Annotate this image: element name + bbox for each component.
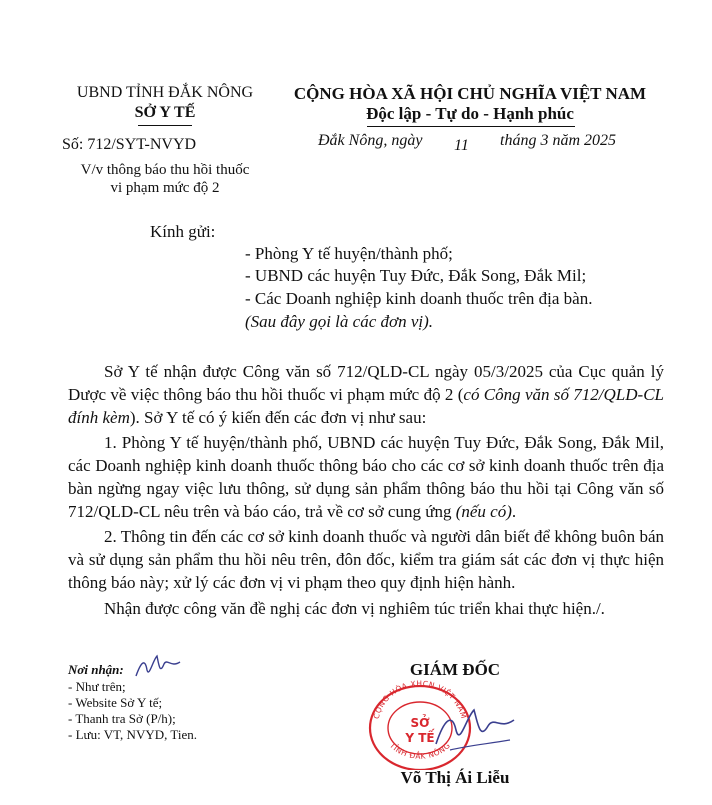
signer-title: GIÁM ĐỐC <box>409 660 501 679</box>
paragraph-intro: Sở Y tế nhận được Công văn số 712/QLD-CL ngày 05/3/2025 của Cục quản lý Dược về việc thông báo thu hồi thuốc vi phạm mức độ 2 (có Công văn số 712/QLD-CL đính kèm). Sở Y tế có ý kiến đến các đơn vị như sau: <box>68 362 664 427</box>
paragraph-item-1: 1. Phòng Y tế huyện/thành phố, UBND các huyện Tuy Đức, Đắk Song, Đắk Mil, các Doanh nghiệp kinh doanh thuốc thông báo cho các cơ sở kinh doanh thuốc trên địa bàn ngừng ngay việc lưu thông, sử dụng sản phẩm thông báo thu hồi tại Công văn số 712/QLD-CL nêu trên và báo cáo, trả về cơ sở cung ứng (nếu có). <box>68 433 664 521</box>
department-underline <box>138 125 192 126</box>
subject-line-1: V/v thông báo thu hồi thuốc <box>80 162 250 178</box>
date-day: 11 <box>454 137 469 154</box>
recipient-item: - UBND các huyện Tuy Đức, Đắk Song, Đắk Mil; <box>245 266 587 285</box>
motto-underline <box>367 126 575 127</box>
recipients-label: Kính gửi: <box>150 222 216 241</box>
footer-recipient-item: - Lưu: VT, NVYD, Tien. <box>68 727 197 742</box>
seal-ring-bottom: TỈNH ĐẮK NÔNG <box>387 740 453 761</box>
issuing-authority: UBND TỈNH ĐẮK NÔNG <box>76 84 254 101</box>
issuing-department: SỞ Y TẾ <box>134 104 196 121</box>
paragraph-closing: Nhận được công văn đề nghị các đơn vị nghiêm túc triển khai thực hiện./. <box>104 599 605 618</box>
footer-recipient-item: - Website Sở Y tế; <box>68 695 163 710</box>
document-number: Số: 712/SYT-NVYD <box>62 136 197 153</box>
national-title: CỘNG HÒA XÃ HỘI CHỦ NGHĨA VIỆT NAM <box>293 84 647 103</box>
footer-recipient-item: - Thanh tra Sở (P/h); <box>68 711 176 726</box>
seal-center-line-2: Y TẾ <box>405 731 435 745</box>
seal-ring-top: CỘNG HÒA XHCN VIỆT NAM <box>371 678 469 720</box>
seal-center-line-1: SỞ <box>410 716 430 730</box>
national-motto: Độc lập - Tự do - Hạnh phúc <box>366 104 574 123</box>
date-month-year: tháng 3 năm 2025 <box>500 132 616 149</box>
recipient-item: - Phòng Y tế huyện/thành phố; <box>245 244 453 263</box>
paragraph-item-2: 2. Thông tin đến các cơ sở kinh doanh thuốc và người dân biết để không buôn bán và sử dụng sản phẩm thu hồi nêu trên, đôn đốc, kiểm tra giám sát các đơn vị thực hiện thông báo này; xử lý các đơn vị vi phạm theo quy định hiện hành. <box>68 527 664 592</box>
recipients-note: (Sau đây gọi là các đơn vị). <box>245 312 433 331</box>
footer-recipients-label: Nơi nhận: <box>68 662 124 677</box>
initials-signature-icon <box>133 652 183 682</box>
director-signature-icon <box>430 700 520 760</box>
date-place: Đắk Nông, ngày <box>318 132 423 149</box>
signer-name: Võ Thị Ái Liễu <box>400 768 510 787</box>
recipient-item: - Các Doanh nghiệp kinh doanh thuốc trên địa bàn. <box>245 289 593 308</box>
subject-line-2: vi phạm mức độ 2 <box>110 180 220 196</box>
footer-recipient-item: - Như trên; <box>68 679 126 694</box>
